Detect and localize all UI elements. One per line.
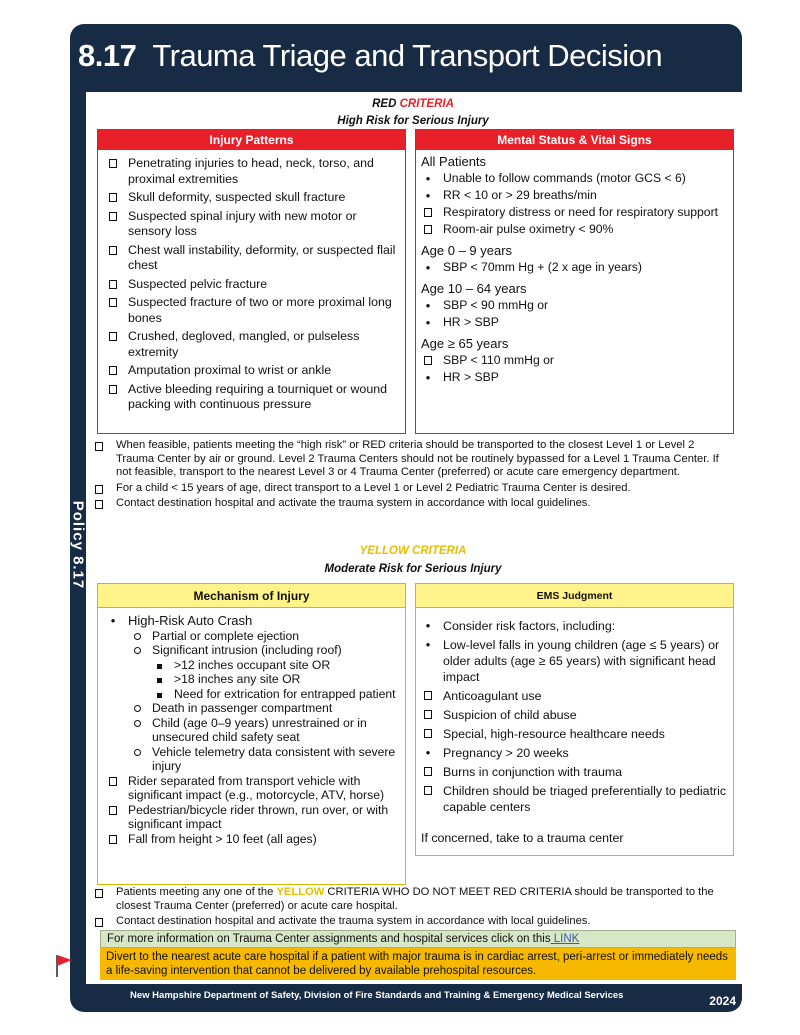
checkbox-icon [109,246,117,255]
ems-concern-text: If concerned, take to a trauma center [421,831,624,845]
checkbox-icon [95,918,103,927]
list-item: Skull deformity, suspected skull fracture [106,190,399,206]
ems-judgment-box [415,583,734,856]
page-footer [70,984,742,1012]
info-text: For more information on Trauma Center assignments and hospital services click on this [107,933,551,945]
age-group-label: Age 10 – 64 years [421,281,527,296]
red-criteria-title [88,98,738,110]
info-link[interactable]: LINK [550,933,580,945]
list-item: Penetrating injuries to head, neck, torso, and proximal extremities [106,156,399,187]
all-patients-label: All Patients [421,154,487,169]
vitals-heading: Mental Status & Vital Signs [416,130,733,150]
list-item: • Consider risk factors, including: [421,618,727,634]
red-notes [92,439,732,513]
bullet-icon: • [425,370,431,385]
checkbox-icon [109,159,117,168]
square-bullet-icon [157,693,162,698]
checkbox-icon [95,485,103,494]
list-item: Suspected pelvic fracture [106,277,399,293]
age-group-label: Age 0 – 9 years [421,243,513,258]
bullet-icon: • [425,171,431,186]
checkbox-icon [109,280,117,289]
list-item: Suspected spinal injury with new motor or sensory loss [106,209,399,240]
footer-year: 2024 [709,994,736,1008]
square-bullet-icon [157,664,162,669]
list-item: Significant intrusion (including roof) [106,643,399,658]
bullet-icon: • [425,745,431,760]
bullet-icon: • [110,613,116,628]
checkbox-icon [424,786,432,795]
list-item: Children should be triaged preferentially to pediatric capable centers [421,783,727,815]
list-item: SBP < 110 mmHg or [421,353,727,368]
list-item: • High-Risk Auto Crash [106,614,399,629]
checkbox-icon [95,442,103,451]
bullet-icon: • [425,298,431,313]
mechanism-box [97,583,406,885]
yellow-notes [92,886,732,931]
yellow-criteria-subtitle: Moderate Risk for Serious Injury [324,563,502,575]
list-item: Special, high-resource healthcare needs [421,726,727,742]
list-item: • Unable to follow commands (motor GCS < 6) [421,171,727,186]
checkbox-icon [95,889,103,898]
list-item: Fall from height > 10 feet (all ages) [106,832,399,847]
checkbox-icon [424,767,432,776]
list-item: Room-air pulse oximetry < 90% [421,222,727,237]
checkbox-icon [109,193,117,202]
red-criteria-subtitle: High Risk for Serious Injury [337,115,489,127]
list-item: • SBP < 90 mmHg or [421,298,727,313]
list-item: Chest wall instability, deformity, or suspected flail chest [106,243,399,274]
circle-bullet-icon [134,633,141,640]
list-item: • SBP < 70mm Hg + (2 x age in years) [421,260,727,275]
red-title-a: RED [372,98,397,110]
mechanism-heading: Mechanism of Injury [98,584,405,608]
checkbox-icon [109,366,117,375]
note-item: Patients meeting any one of the YELLOW CRITERIA WHO DO NOT MEET RED CRITERIA should be transported to the closest Trauma Center (preferred) or acute care hospital. [92,886,732,913]
age-group-label: Age ≥ 65 years [421,336,509,351]
checkbox-icon [109,835,117,844]
checkbox-icon [109,385,117,394]
policy-title: Trauma Triage and Transport Decision [152,38,663,73]
red-title-b: CRITERIA [396,98,454,110]
list-item: • RR < 10 or > 29 breaths/min [421,188,727,203]
checkbox-icon [424,729,432,738]
bullet-icon: • [425,637,431,652]
checkbox-icon [109,332,117,341]
list-item: Burns in conjunction with trauma [421,764,727,780]
mechanism-list [98,608,405,846]
ems-judgment-heading: EMS Judgment [416,584,733,608]
bullet-icon: • [425,618,431,633]
list-item: • HR > SBP [421,315,727,330]
injury-patterns-box [97,129,406,434]
list-item: Crushed, degloved, mangled, or pulseless extremity [106,329,399,360]
divert-notice: Divert to the nearest acute care hospital if a patient with major trauma is in cardiac arrest, peri-arrest or immediately needs a life-saving intervention that cannot be delivered by available prehospital resources. [100,948,736,980]
list-item: >18 inches any site OR [106,672,399,687]
checkbox-icon [109,777,117,786]
list-item: Amputation proximal to wrist or ankle [106,363,399,379]
red-flag-icon [52,952,76,978]
checkbox-icon [424,710,432,719]
ems-judgment-list [416,608,733,846]
list-item: Rider separated from transport vehicle with significant impact (e.g., motorcycle, ATV, horse) [106,774,399,803]
bullet-icon: • [425,315,431,330]
checkbox-icon [95,500,103,509]
checkbox-icon [424,225,432,234]
vitals-box [415,129,734,434]
square-bullet-icon [157,678,162,683]
checkbox-icon [109,298,117,307]
info-bar [100,930,736,948]
list-item: • HR > SBP [421,370,727,385]
checkbox-icon [424,691,432,700]
injury-patterns-list [98,150,405,413]
list-item: Partial or complete ejection [106,629,399,644]
list-item: Death in passenger compartment [106,701,399,716]
circle-bullet-icon [134,749,141,756]
checkbox-icon [109,212,117,221]
sidebar-label: Policy 8.17 [69,500,87,590]
list-item: • Pregnancy > 20 weeks [421,745,727,761]
checkbox-icon [424,356,432,365]
bullet-icon: • [425,260,431,275]
footer-text: New Hampshire Department of Safety, Division of Fire Standards and Training & Emergency Medical Services [130,990,624,1001]
circle-bullet-icon [134,647,141,654]
list-item: • Low-level falls in young children (age ≤ 5 years) or older adults (age ≥ 65 years) with significant head impact [421,637,727,685]
vitals-list [416,150,733,385]
checkbox-icon [424,208,432,217]
list-item: Active bleeding requiring a tourniquet or wound packing with continuous pressure [106,382,399,413]
note-item: For a child < 15 years of age, direct transport to a Level 1 or Level 2 Pediatric Trauma Center is desired. [92,482,732,496]
circle-bullet-icon [134,705,141,712]
list-item: Suspected fracture of two or more proximal long bones [106,295,399,326]
circle-bullet-icon [134,720,141,727]
list-item: Respiratory distress or need for respiratory support [421,205,727,220]
list-item: Pedestrian/bicycle rider thrown, run over, or with significant impact [106,803,399,832]
note-item: Contact destination hospital and activate the trauma system in accordance with local guidelines. [92,915,732,929]
page-header [70,24,742,92]
page-title [78,38,662,74]
note-item: When feasible, patients meeting the “high risk” or RED criteria should be transported to the closest Level 1 or Level 2 Trauma Center by air or ground. Level 2 Trauma Centers should not be routinely bypassed for a Level 1 Trauma Center. If not feasible, transport to the nearest Level 3 or 4 Trauma Center (preferred) or acute care emergency department. [92,439,732,480]
list-item: Child (age 0–9 years) unrestrained or in unsecured child safety seat [106,716,399,745]
bullet-icon: • [425,188,431,203]
list-item: Need for extrication for entrapped patient [106,687,399,702]
injury-patterns-heading: Injury Patterns [98,130,405,150]
note-item: Contact destination hospital and activate the trauma system in accordance with local guidelines. [92,497,732,511]
yellow-criteria-title: YELLOW CRITERIA [359,545,467,557]
list-item: >12 inches occupant site OR [106,658,399,673]
checkbox-icon [109,806,117,815]
list-item: Suspicion of child abuse [421,707,727,723]
list-item: Vehicle telemetry data consistent with severe injury [106,745,399,774]
list-item: Anticoagulant use [421,688,727,704]
policy-number: 8.17 [78,38,137,73]
